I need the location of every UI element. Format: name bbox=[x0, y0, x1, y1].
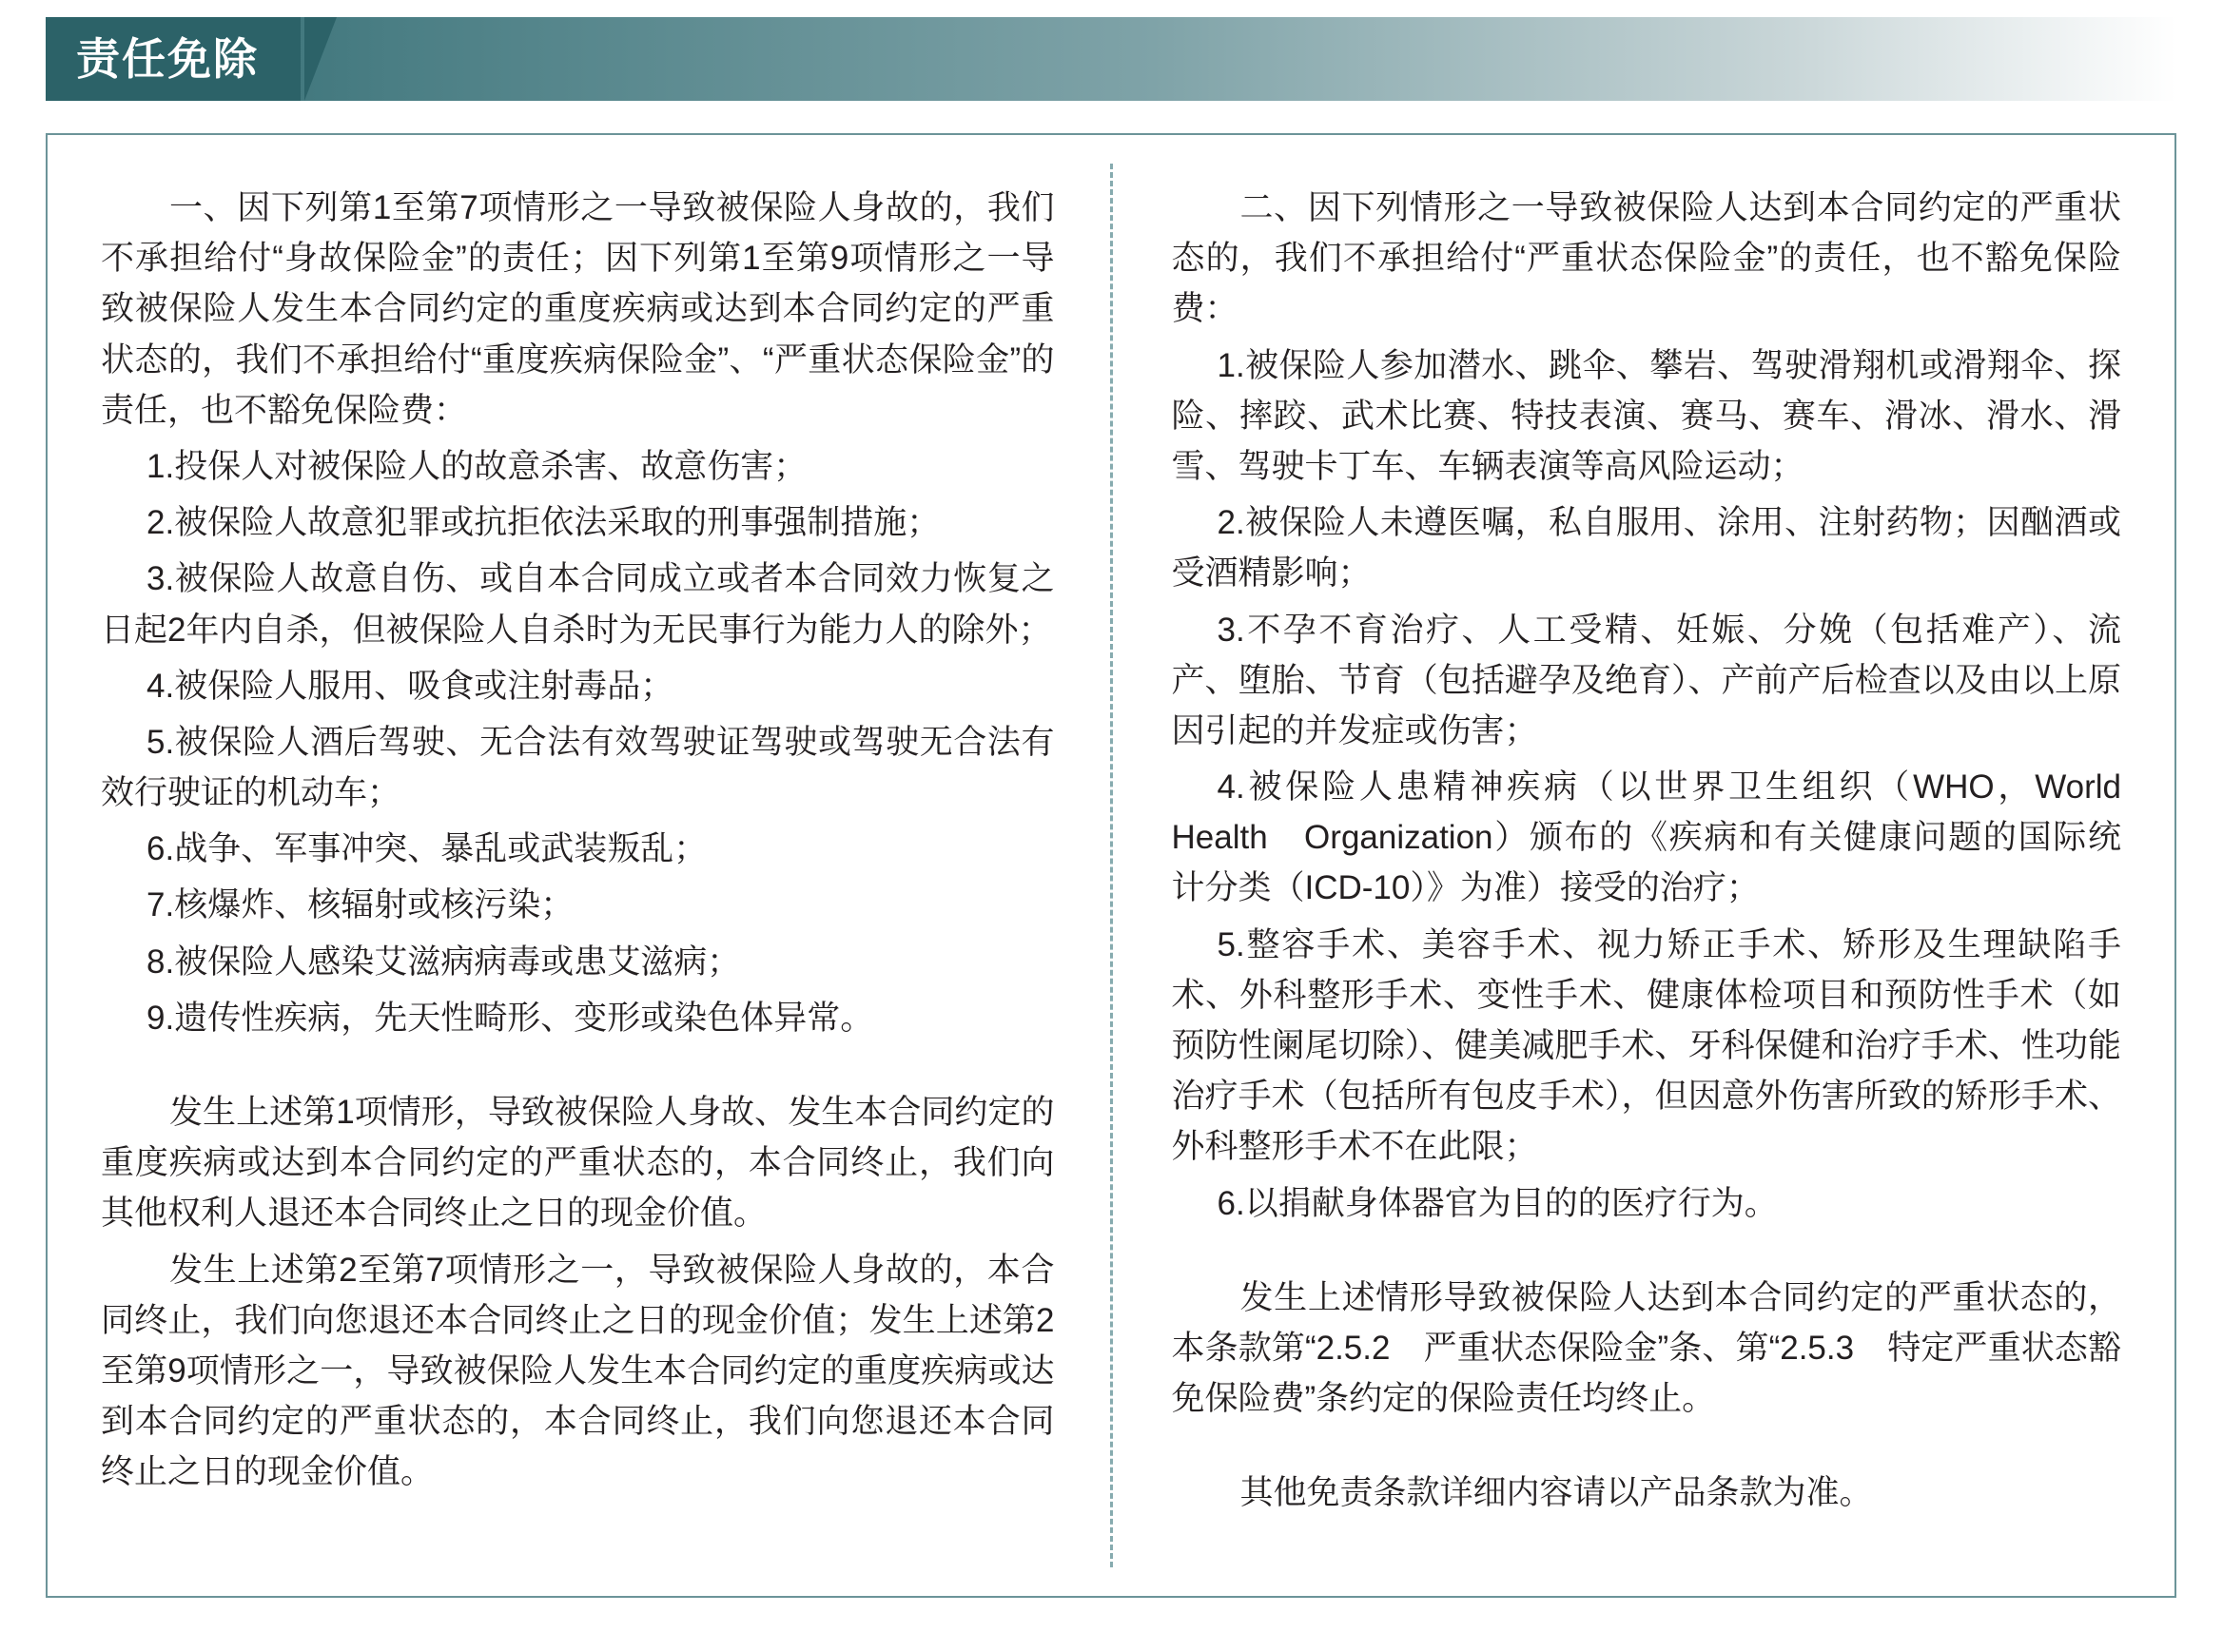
clause-paragraph: 3.不孕不育治疗、人工受精、妊娠、分娩（包括难产）、流产、堕胎、节育（包括避孕及绝育）、产前产后检查以及由以上原因引起的并发症或伤害； bbox=[1171, 611, 2121, 749]
clause-paragraph: 5.整容手术、美容手术、视力矫正手术、矫形及生理缺陷手术、外科整形手术、变性手术、健康体检项目和预防性手术（如预防性阑尾切除）、健美减肥手术、牙科保健和治疗手术、性功能治疗手术（包括所有包皮手术），但因意外伤害所致的矫形手术、外科整形手术不在此限； bbox=[1171, 925, 2121, 1166]
clause-paragraph: 二、因下列情形之一导致被保险人达到本合同约定的严重状态的，我们不承担给付“严重状态保险金”的责任，也不豁免保险费： bbox=[1171, 189, 2121, 328]
clause-paragraph: 4.被保险人服用、吸食或注射毒品； bbox=[146, 667, 674, 705]
clause-paragraph: 1.被保险人参加潜水、跳伞、攀岩、驾驶滑翔机或滑翔伞、探险、摔跤、武术比赛、特技表演、赛马、赛车、滑冰、滑水、滑雪、驾驶卡丁车、车辆表演等高风险运动； bbox=[1171, 346, 2121, 485]
clause-content-box bbox=[46, 133, 2176, 1598]
clause-paragraph: 发生上述第1项情形，导致被保险人身故、发生本合同约定的重度疾病或达到本合同约定的严重状态的，本合同终止，我们向其他权利人退还本合同终止之日的现金价值。 bbox=[101, 1094, 1055, 1233]
clause-paragraph: 5.被保险人酒后驾驶、无合法有效驾驶证驾驶或驾驶无合法有效行驶证的机动车； bbox=[101, 723, 1055, 812]
header-gradient-bar bbox=[46, 17, 2176, 101]
clause-paragraph: 2.被保险人故意犯罪或抗拒依法采取的刑事强制措施； bbox=[146, 504, 941, 542]
clause-paragraph: 6.战争、军事冲突、暴乱或武装叛乱； bbox=[146, 830, 708, 868]
left-column bbox=[57, 158, 1110, 1573]
clause-paragraph: 9.遗传性疾病，先天性畸形、变形或染色体异常。 bbox=[146, 999, 874, 1037]
clause-paragraph: 3.被保险人故意自伤、或自本合同成立或者本合同效力恢复之日起2年内自杀，但被保险人自杀时为无民事行为能力人的除外； bbox=[101, 560, 1055, 649]
header-title-tab bbox=[46, 17, 301, 101]
clause-paragraph: 6.以捐献身体器官为目的的医疗行为。 bbox=[1217, 1184, 1778, 1222]
clause-paragraph: 其他免责条款详细内容请以产品条款为准。 bbox=[1239, 1474, 1873, 1512]
right-column bbox=[1113, 158, 2166, 1573]
clause-paragraph: 发生上述情形导致被保险人达到本合同约定的严重状态的，本条款第“2.5.2 严重状态保险金”条、第“2.5.3 特定严重状态豁免保险费”条约定的保险责任均终止。 bbox=[1171, 1278, 2121, 1418]
clause-paragraph: 1.投保人对被保险人的故意杀害、故意伤害； bbox=[146, 447, 808, 485]
clause-paragraph: 4.被保险人患精神疾病（以世界卫生组织（WHO，World Health Organization）颁布的《疾病和有关健康问题的国际统计分类（ICD-10）》为准）接受的治疗； bbox=[1171, 768, 2121, 907]
section-header bbox=[0, 17, 2223, 101]
clause-paragraph: 发生上述第2至第7项情形之一，导致被保险人身故的，本合同终止，我们向您退还本合同终止之日的现金价值；发生上述第2至第9项情形之一，导致被保险人发生本合同约定的重度疾病或达到本合同约定的严重状态的，本合同终止，我们向您退还本合同终止之日的现金价值。 bbox=[101, 1251, 1055, 1491]
page-title: 责任免除 bbox=[76, 34, 259, 84]
clause-paragraph: 一、因下列第1至第7项情形之一导致被保险人身故的，我们不承担给付“身故保险金”的责任；因下列第1至第9项情形之一导致被保险人发生本合同约定的重度疾病或达到本合同约定的严重状态的，我们不承担给付“重度疾病保险金”、“严重状态保险金”的责任，也不豁免保险费： bbox=[101, 189, 1055, 429]
clause-paragraph: 2.被保险人未遵医嘱，私自服用、涂用、注射药物；因酗酒或受酒精影响； bbox=[1171, 504, 2121, 593]
clause-paragraph: 8.被保险人感染艾滋病病毒或患艾滋病； bbox=[146, 943, 741, 981]
clause-paragraph: 7.核爆炸、核辐射或核污染； bbox=[146, 886, 575, 924]
